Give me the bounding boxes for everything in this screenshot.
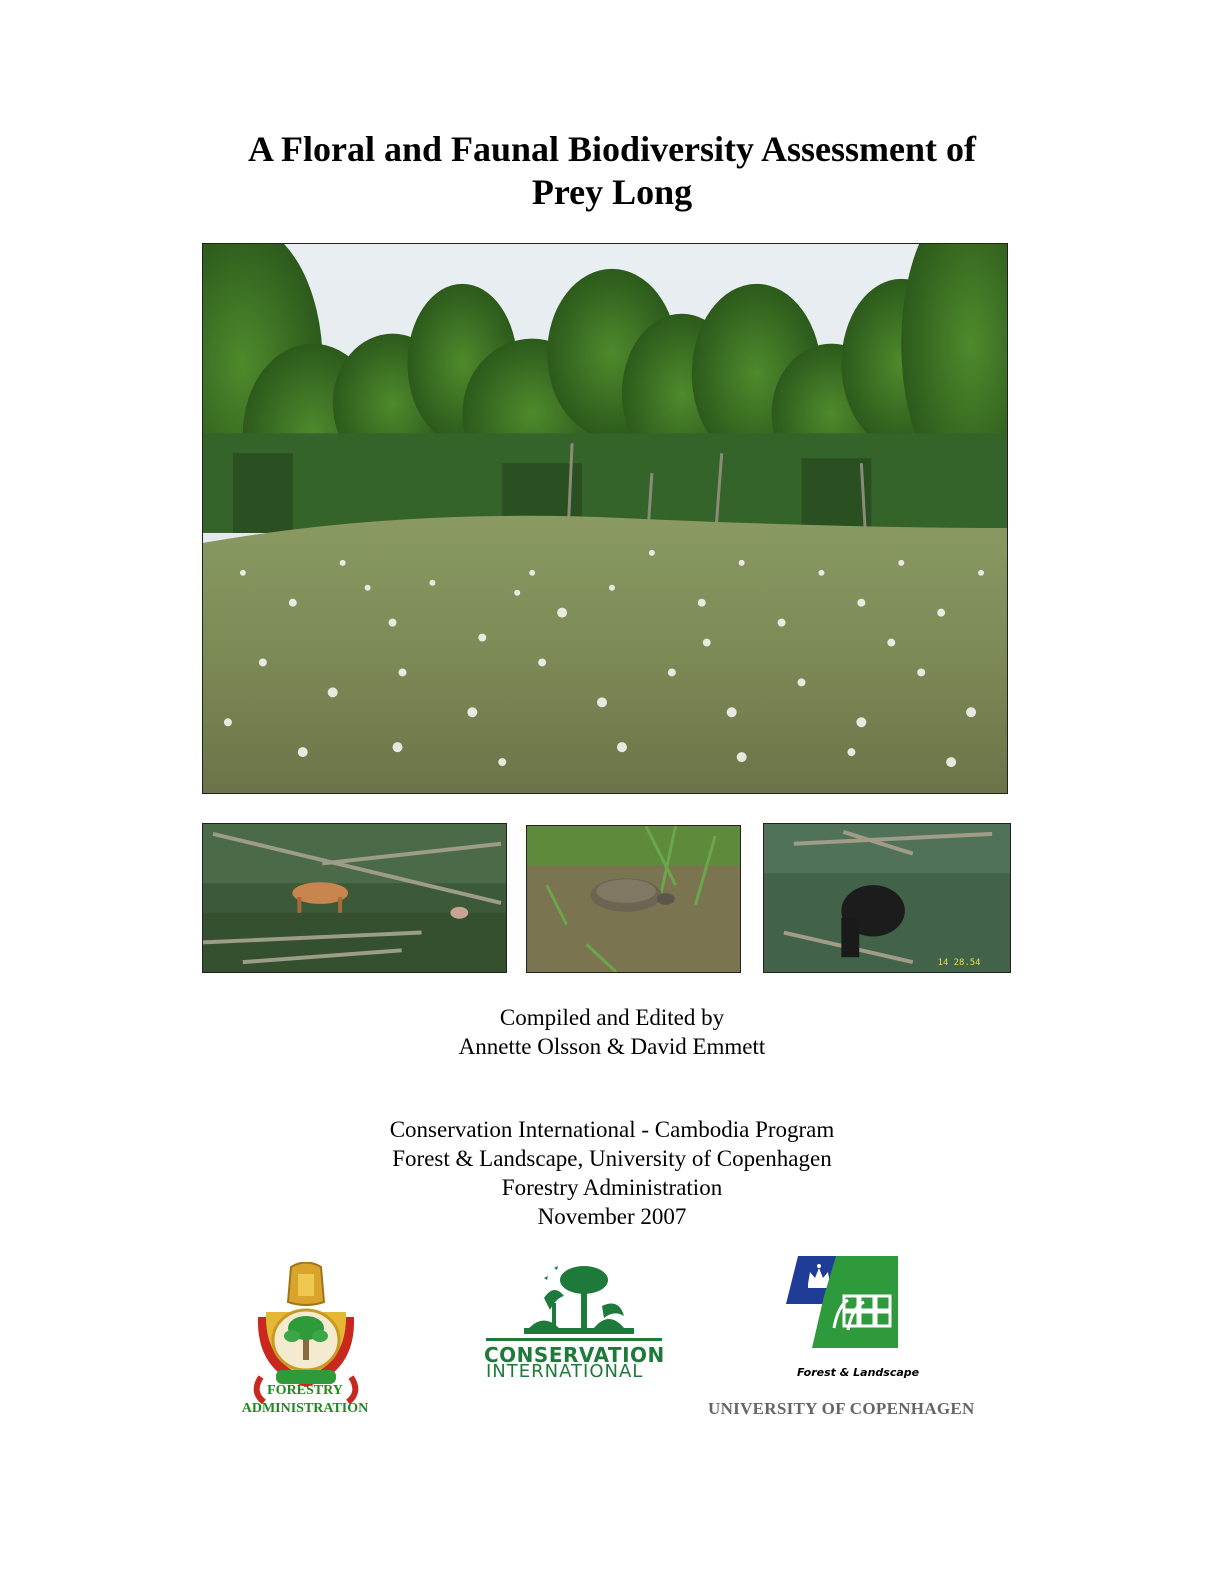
org-conservation-international: Conservation International - Cambodia Program <box>389 1117 835 1142</box>
editors-names: Annette Olsson & David Emmett <box>458 1034 766 1059</box>
forestry-label-line-1: FORESTRY <box>267 1383 343 1398</box>
ci-wordmark-international: INTERNATIONAL <box>486 1361 644 1382</box>
publication-date: November 2007 <box>537 1204 687 1229</box>
camera-trap-photo-deer <box>202 823 507 973</box>
forestry-label-line-2: ADMINISTRATION <box>241 1401 369 1416</box>
org-forest-landscape: Forest & Landscape, University of Copenhagen <box>392 1146 832 1171</box>
compiled-label: Compiled and Edited by <box>499 1005 725 1030</box>
cover-photo-meadow <box>202 243 1008 794</box>
photo-turtle <box>526 825 741 973</box>
camera-timestamp: 14 28.54 <box>937 958 981 969</box>
camera-trap-photo-animal <box>763 823 1011 973</box>
forest-landscape-label: Forest & Landscape <box>797 1366 920 1379</box>
title-line-1: A Floral and Faunal Biodiversity Assessment of <box>247 129 977 169</box>
university-of-copenhagen-label: UNIVERSITY OF COPENHAGEN <box>708 1399 975 1418</box>
editors-block <box>0 1003 1224 1061</box>
ci-wordmark-conservation: CONSERVATION <box>484 1343 665 1367</box>
title-line-2: Prey Long <box>531 172 693 212</box>
forest-landscape-logo <box>786 1256 906 1382</box>
page-title <box>0 128 1224 214</box>
org-forestry-administration: Forestry Administration <box>501 1175 723 1200</box>
forestry-administration-label <box>210 1382 400 1418</box>
organizations-block <box>0 1115 1224 1231</box>
